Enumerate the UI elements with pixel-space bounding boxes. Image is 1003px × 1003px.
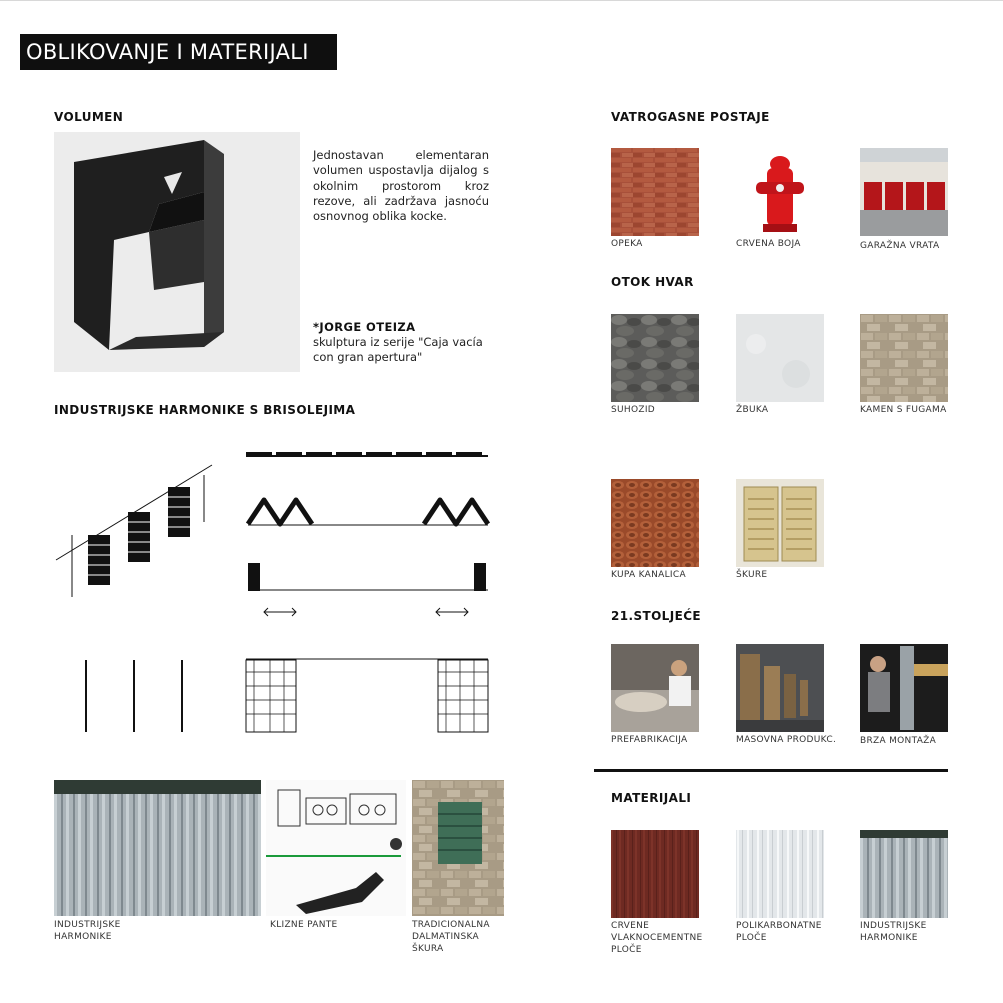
crvena-boja-image — [736, 148, 824, 236]
industrijske-harmonike-material-image — [860, 830, 948, 918]
caption-brza-montaza: BRZA MONTAŽA — [860, 736, 937, 746]
harmonike-drawings — [54, 450, 490, 740]
kamen-s-fugama-image — [860, 314, 948, 402]
prefabrikacija-image — [611, 644, 699, 732]
industrijske-harmonike-photo — [54, 780, 261, 916]
opeka-image — [611, 148, 699, 236]
caption-industrijske-harmonike-material: INDUSTRIJSKE HARMONIKE — [860, 921, 927, 943]
stoljece-heading: 21.STOLJEĆE — [611, 609, 701, 623]
brza-montaza-image — [860, 644, 948, 732]
harmonike-heading: INDUSTRIJSKE HARMONIKE S BRISOLEJIMA — [54, 403, 356, 417]
caption-kamen-s-fugama: KAMEN S FUGAMA — [860, 405, 947, 415]
caption-crvena-boja: CRVENA BOJA — [736, 239, 801, 249]
caption-polikarbonatne-ploce: POLIKARBONATNE PLOČE — [736, 921, 822, 943]
page-title: OBLIKOVANJE I MATERIJALI — [20, 34, 337, 70]
masovna-produkcija-image — [736, 644, 824, 732]
caption-kupa-kanalica: KUPA KANALICA — [611, 570, 686, 580]
caption-prefabrikacija: PREFABRIKACIJA — [611, 735, 688, 745]
hvar-heading: OTOK HVAR — [611, 275, 694, 289]
caption-masovna-produkcija: MASOVNA PRODUKC. — [736, 735, 837, 745]
caption-industrijske-harmonike: INDUSTRIJSKE HARMONIKE — [54, 920, 121, 942]
skure-image — [736, 479, 824, 567]
suhozid-image — [611, 314, 699, 402]
garazna-vrata-image — [860, 148, 948, 236]
dalmatinska-skura-photo — [412, 780, 504, 916]
caption-zbuka: ŽBUKA — [736, 405, 769, 415]
caption-vlaknocementne-ploce: CRVENE VLAKNOCEMENTNE PLOČE — [611, 921, 703, 955]
materijali-heading: MATERIJALI — [611, 791, 692, 805]
caption-klizne-pante: KLIZNE PANTE — [270, 920, 338, 930]
klizne-pante-drawing — [266, 780, 406, 916]
top-rule — [0, 0, 1003, 1]
polikarbonatne-ploce-image — [736, 830, 824, 918]
caption-suhozid: SUHOZID — [611, 405, 656, 415]
vatrogasne-heading: VATROGASNE POSTAJE — [611, 110, 770, 124]
oteiza-sculpture-image — [54, 132, 300, 372]
volumen-heading: VOLUMEN — [54, 110, 124, 124]
caption-dalmatinska-skura: TRADICIONALNA DALMATINSKA ŠKURA — [412, 920, 490, 954]
caption-skure: ŠKURE — [736, 570, 768, 580]
section-divider — [594, 769, 948, 772]
author-note: skulptura iz serije "Caja vacía con gran apertura" — [313, 335, 483, 365]
vlaknocementne-ploce-image — [611, 830, 699, 918]
kupa-kanalica-image — [611, 479, 699, 567]
zbuka-image — [736, 314, 824, 402]
author-name: *JORGE OTEIZA — [313, 320, 416, 334]
caption-garazna-vrata: GARAŽNA VRATA — [860, 241, 940, 251]
caption-opeka: OPEKA — [611, 239, 643, 249]
volumen-description: Jednostavan elementaran volumen uspostavlja dijalog s okolnim prostorom kroz rezove, ali zadržava jasnoću osnovnog oblika kocke. — [313, 148, 489, 224]
